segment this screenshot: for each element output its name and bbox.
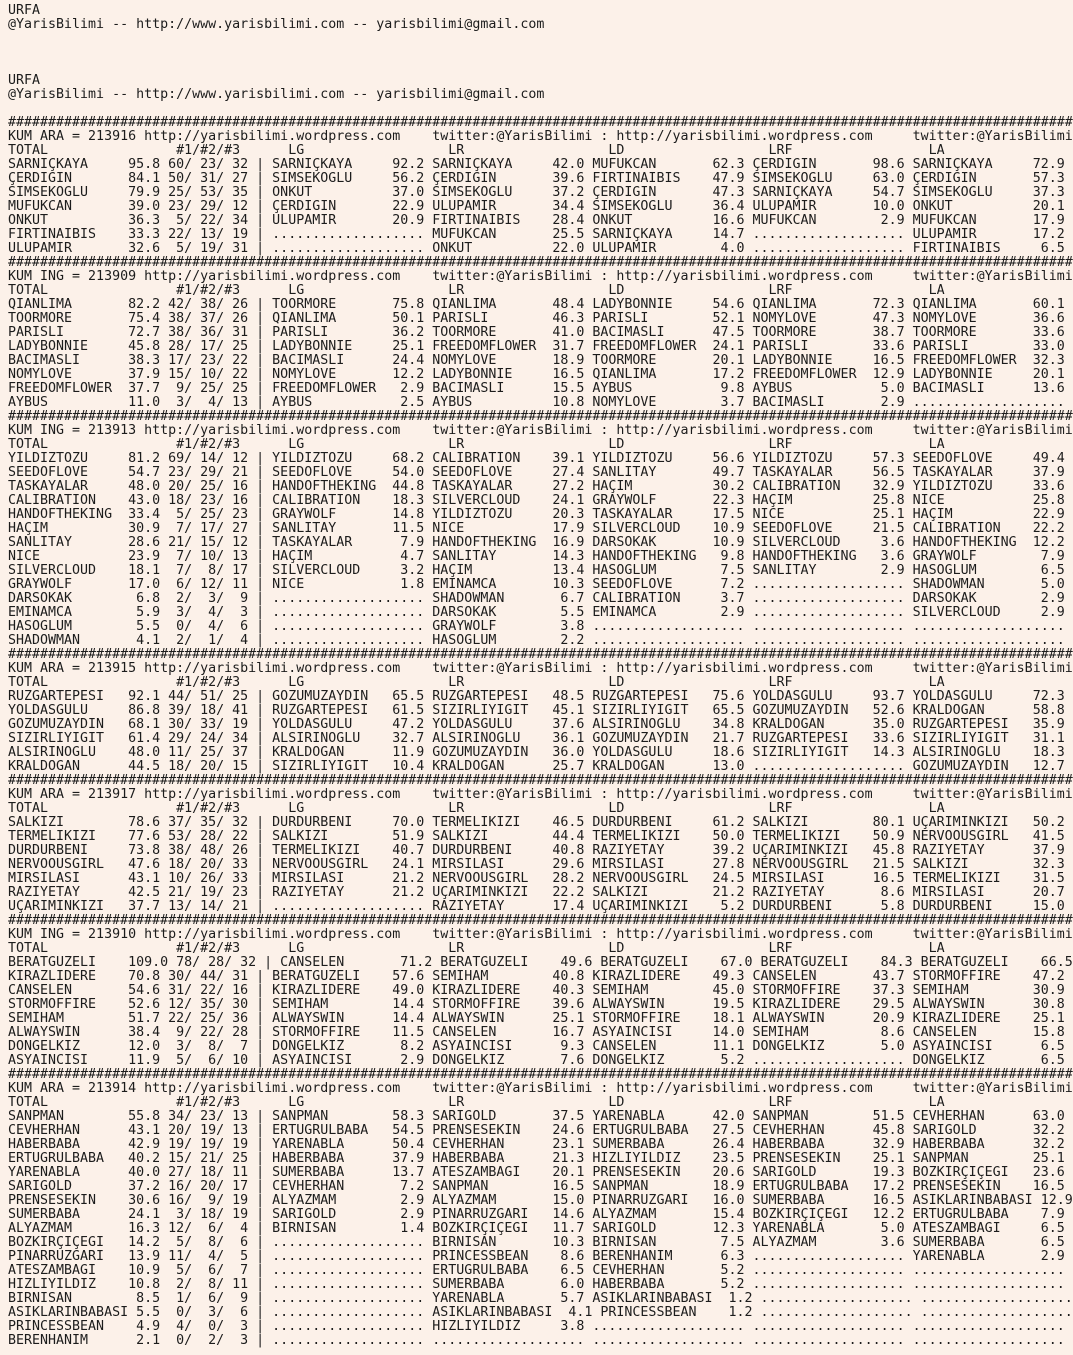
- table-row: BACIMASLI 38.3 17/ 23/ 22 | BACIMASLI 24.4 NOMYLOVE 18.9 TOORMORE 20.1 LADYBONNIE 16.5 FREEDOMFLOWER 32.3: [8, 354, 1065, 368]
- table-row: TERMELIKIZI 77.6 53/ 28/ 22 | SALKIZI 51.9 SALKIZI 44.4 TERMELIKIZI 50.0 TERMELIKIZI 50.9 NERVOOUSGIRL 41.5: [8, 830, 1065, 844]
- column-header-row: TOTAL #1/#2/#3 LG LR LD LRF LA: [8, 284, 945, 298]
- section-separator: #####################################################################################################################################: [8, 256, 1073, 270]
- column-header-row: TOTAL #1/#2/#3 LG LR LD LRF LA: [8, 1096, 945, 1110]
- table-row: HANDOFTHEKING 33.4 5/ 25/ 23 | GRAYWOLF 14.8 YILDIZTOZU 20.3 TASKAYALAR 17.5 NICE 25.1 HAÇIM 22.9: [8, 508, 1065, 522]
- section-separator: #####################################################################################################################################: [8, 914, 1073, 928]
- table-row: ALSIRINOGLU 48.0 11/ 25/ 37 | KRALDOGAN 11.9 GÖZÜMÜZAYDIN 36.0 YOLDASGÜLÜ 18.6 SIZIRLIYIGIT 14.3 ALSIRINOGLU 18.3: [8, 746, 1065, 760]
- table-row: MUFUKCAN 39.0 23/ 29/ 12 | ÇERDIGIN 22.9 ULUPAMIR 34.4 SIMSEKOGLU 36.4 ULUPAMIR 10.0 ONKUT 20.1: [8, 200, 1065, 214]
- blank-line: [8, 46, 1073, 60]
- table-row: ATESZAMBAGI 10.9 5/ 6/ 7 | ................... ERTUGRULBABA 6.5 CEVHERHAN 5.2 ................... ...................: [8, 1264, 1065, 1278]
- table-row: FREEDOMFLOWER 37.7 9/ 25/ 25 | FREEDOMFLOWER 2.9 BACIMASLI 15.5 AYBUS 9.8 AYBUS 5.0 BACIMASLI 13.6: [8, 382, 1065, 396]
- table-row: BERENHANIM 2.1 0/ 2/ 3 | ................... ................... ................... ................... ...................: [8, 1334, 1065, 1348]
- table-row: GÖZÜMÜZAYDIN 68.1 30/ 33/ 19 | YOLDASGÜLÜ 47.2 YOLDASGÜLÜ 37.6 ALSIRINOGLU 34.8 KRALDOGAN 35.0 RÜZGARTEPESI 35.9: [8, 718, 1065, 732]
- column-header-row: TOTAL #1/#2/#3 LG LR LD LRF LA: [8, 438, 945, 452]
- table-row: CEVHERHAN 43.1 20/ 19/ 13 | ERTUGRULBABA 54.5 PRENSESEKIN 24.6 ERTUGRULBABA 27.5 CEVHERHAN 45.8 SARIGOLD 32.2: [8, 1124, 1065, 1138]
- column-header-row: TOTAL #1/#2/#3 LG LR LD LRF LA: [8, 676, 945, 690]
- table-row: KIRAZLIDERE 70.8 30/ 44/ 31 | BERATGÜZELI 57.6 SEMIHAM 40.8 KIRAZLIDERE 49.3 CANSELEN 43.7 STORMOFFIRE 47.2: [8, 970, 1065, 984]
- table-row: TASKAYALAR 48.0 20/ 25/ 16 | HANDOFTHEKING 44.8 TASKAYALAR 27.2 HAÇIM 30.2 CALIBRATION 32.9 YILDIZTOZU 33.6: [8, 480, 1065, 494]
- table-row: AYBUS 11.0 3/ 4/ 13 | AYBUS 2.5 AYBUS 10.8 NOMYLOVE 3.7 BACIMASLI 2.9 ...................: [8, 396, 1065, 410]
- blank-line: [8, 32, 1073, 46]
- section-header: KUM ING = 213910 http://yarisbilimi.wordpress.com twitter:@YarisBilimi : http://yarisbilimi.wordpress.com twitter:@YarisBilimi: [8, 928, 1073, 942]
- table-row: KRALDOGAN 44.5 18/ 20/ 15 | SIZIRLIYIGIT 10.4 KRALDOGAN 25.7 KRALDOGAN 13.0 ................... GÖZÜMÜZAYDIN 12.7: [8, 760, 1065, 774]
- table-row: SARIGOLD 37.2 16/ 20/ 17 | CEVHERHAN 7.2 SANPMAN 16.5 SANPMAN 18.9 ERTUGRULBABA 17.2 PRENSESEKIN 16.5: [8, 1180, 1065, 1194]
- table-row: FIRTINAIBIS 33.3 22/ 13/ 19 | ................... MUFUKCAN 25.5 SARNIÇKAYA 14.7 ................... ULUPAMIR 17.2: [8, 228, 1065, 242]
- table-row: HASOGLUM 5.5 0/ 4/ 6 | ................... GRAYWOLF 3.8 ................... ................... ...................: [8, 620, 1065, 634]
- table-row: STORMOFFIRE 52.6 12/ 35/ 30 | SEMIHAM 14.4 STORMOFFIRE 39.6 ALWAYSWIN 19.5 KIRAZLIDERE 29.5 ALWAYSWIN 30.8: [8, 998, 1065, 1012]
- table-row: BERATGÜZELI 109.0 78/ 28/ 32 | CANSELEN 71.2 BERATGÜZELI 49.6 BERATGÜZELI 67.0 BERATGÜZELI 84.3 BERATGÜZELI 66.5: [8, 956, 1073, 970]
- section-separator: #####################################################################################################################################: [8, 774, 1073, 788]
- column-header-row: TOTAL #1/#2/#3 LG LR LD LRF LA: [8, 942, 945, 956]
- section-separator: #####################################################################################################################################: [8, 410, 1073, 424]
- table-row: HAÇIM 30.9 7/ 17/ 27 | SANLITAY 11.5 NICE 17.9 SILVERCLOUD 10.9 SEEDOFLOVE 21.5 CALIBRATION 22.2: [8, 522, 1065, 536]
- table-row: LADYBONNIE 45.8 28/ 17/ 25 | LADYBONNIE 25.1 FREEDOMFLOWER 31.7 FREEDOMFLOWER 24.1 PARISLI 33.6 PARISLI 33.0: [8, 340, 1065, 354]
- table-row: ONKUT 36.3 5/ 22/ 34 | ULUPAMIR 20.9 FIRTINAIBIS 28.4 ONKUT 16.6 MUFUKCAN 2.9 MUFUKCAN 17.9: [8, 214, 1065, 228]
- table-row: HABERBABA 42.9 19/ 19/ 19 | YARENABLA 50.4 CEVHERHAN 23.1 SÜMERBABA 26.4 HABERBABA 32.9 HABERBABA 32.2: [8, 1138, 1065, 1152]
- section-header: KUM ING = 213913 http://yarisbilimi.wordpress.com twitter:@YarisBilimi : http://yarisbilimi.wordpress.com twitter:@YarisBilimi: [8, 424, 1073, 438]
- table-row: NICE 23.9 7/ 10/ 13 | HAÇIM 4.7 SANLITAY 14.3 HANDOFTHEKING 9.8 HANDOFTHEKING 3.6 GRAYWOLF 7.9: [8, 550, 1065, 564]
- table-row: YILDIZTOZU 81.2 69/ 14/ 12 | YILDIZTOZU 68.2 CALIBRATION 39.1 YILDIZTOZU 56.6 YILDIZTOZU 57.3 SEEDOFLOVE 49.4: [8, 452, 1065, 466]
- blank-line: [8, 60, 1073, 74]
- table-row: GRAYWOLF 17.0 6/ 12/ 11 | NICE 1.8 EMINAMCA 10.3 SEEDOFLOVE 7.2 ................... SHADOWMAN 5.0: [8, 578, 1065, 592]
- table-row: RAZIYETAY 42.5 21/ 19/ 23 | RAZIYETAY 21.2 UÇARIMINKIZI 22.2 SALKIZI 21.2 RAZIYETAY 8.6 MIRSILASI 20.7: [8, 886, 1065, 900]
- table-row: SHADOWMAN 4.1 2/ 1/ 4 | ................... HASOGLUM 2.2 ................... ................... ...................: [8, 634, 1065, 648]
- section-separator: #####################################################################################################################################: [8, 648, 1073, 662]
- table-row: ALWAYSWIN 38.4 9/ 22/ 28 | STORMOFFIRE 11.5 CANSELEN 16.7 ASYAINCISI 14.0 SEMIHAM 8.6 CANSELEN 15.8: [8, 1026, 1065, 1040]
- table-row: CALIBRATION 43.0 18/ 23/ 16 | CALIBRATION 18.3 SILVERCLOUD 24.1 GRAYWOLF 22.3 HAÇIM 25.8 NICE 25.8: [8, 494, 1065, 508]
- table-row: SEMIHAM 51.7 22/ 25/ 36 | ALWAYSWIN 14.4 ALWAYSWIN 25.1 STORMOFFIRE 18.1 ALWAYSWIN 20.9 KIRAZLIDERE 25.1: [8, 1012, 1065, 1026]
- table-row: DARSOKAK 6.8 2/ 3/ 9 | ................... SHADOWMAN 6.7 CALIBRATION 3.7 ................... DARSOKAK 2.9: [8, 592, 1065, 606]
- table-row: BOZKIRÇIÇEGI 14.2 5/ 8/ 6 | ................... BIRNISAN 10.3 BIRNISAN 7.5 ALYAZMAM 3.6 SÜMERBABA 6.5: [8, 1236, 1065, 1250]
- table-row: TOORMORE 75.4 38/ 37/ 26 | QIANLIMA 50.1 PARISLI 46.3 PARISLI 52.1 NOMYLOVE 47.3 NOMYLOVE 36.6: [8, 312, 1065, 326]
- table-row: HIZLIYILDIZ 10.8 2/ 8/ 11 | ................... SÜMERBABA 6.0 HABERBABA 5.2 ................... ...................: [8, 1278, 1065, 1292]
- table-row: PRENSESEKIN 30.6 16/ 9/ 19 | ALYAZMAM 2.9 ALYAZMAM 15.0 PINARRÜZGARI 16.0 SÜMERBABA 16.5 ASIKLARINBABASI 12.9: [8, 1194, 1073, 1208]
- table-row: SIMSEKOGLU 79.9 25/ 53/ 35 | ONKUT 37.0 SIMSEKOGLU 37.2 ÇERDIGIN 47.3 SARNIÇKAYA 54.7 SIMSEKOGLU 37.3: [8, 186, 1065, 200]
- table-row: YOLDASGÜLÜ 86.8 39/ 18/ 41 | RÜZGARTEPESI 61.5 SIZIRLIYIGIT 45.1 SIZIRLIYIGIT 65.5 GÖZÜMÜZAYDIN 52.6 KRALDOGAN 58.8: [8, 704, 1065, 718]
- table-row: SIZIRLIYIGIT 61.4 29/ 24/ 34 | ALSIRINOGLU 32.7 ALSIRINOGLU 36.1 GÖZÜMÜZAYDIN 21.7 RÜZGARTEPESI 33.6 SIZIRLIYIGIT 31.1: [8, 732, 1065, 746]
- table-row: EMINAMCA 5.9 3/ 4/ 3 | ................... DARSOKAK 5.5 EMINAMCA 2.9 ................... SILVERCLOUD 2.9: [8, 606, 1065, 620]
- table-row: DÖNGELKIZ 12.0 3/ 8/ 7 | DÖNGELKIZ 8.2 ASYAINCISI 9.3 CANSELEN 11.1 DÖNGELKIZ 5.0 ASYAINCISI 6.5: [8, 1040, 1065, 1054]
- table-row: UÇARIMINKIZI 37.7 13/ 14/ 21 | ................... RAZIYETAY 17.4 UÇARIMINKIZI 5.2 DURDURBENI 5.8 DURDURBENI 15.0: [8, 900, 1065, 914]
- section-header: KUM ARA = 213914 http://yarisbilimi.wordpress.com twitter:@YarisBilimi : http://yarisbilimi.wordpress.com twitter:@YarisBilimi: [8, 1082, 1073, 1096]
- section-header: KUM ARA = 213916 http://yarisbilimi.wordpress.com twitter:@YarisBilimi : http://yarisbilimi.wordpress.com twitter:@YarisBilimi: [8, 130, 1073, 144]
- page-contact-line: @YarisBilimi -- http://www.yarisbilimi.com -- yarisbilimi@gmail.com: [8, 88, 545, 102]
- table-row: PARISLI 72.7 38/ 36/ 31 | PARISLI 36.2 TOORMORE 41.0 BACIMASLI 47.5 TOORMORE 38.7 TOORMORE 33.6: [8, 326, 1065, 340]
- table-row: PRINCESSBEAN 4.9 4/ 0/ 3 | ................... HIZLIYILDIZ 3.8 ................... ................... ...................: [8, 1320, 1065, 1334]
- table-row: ASYAINCISI 11.9 5/ 6/ 10 | ASYAINCISI 2.9 DÖNGELKIZ 7.6 DÖNGELKIZ 5.2 ................... DÖNGELKIZ 6.5: [8, 1054, 1065, 1068]
- table-row: SANLITAY 28.6 21/ 15/ 12 | TASKAYALAR 7.9 HANDOFTHEKING 16.9 DARSOKAK 10.9 SILVERCLOUD 3.6 HANDOFTHEKING 12.2: [8, 536, 1065, 550]
- table-row: SANPMAN 55.8 34/ 23/ 13 | SANPMAN 58.3 SARIGOLD 37.5 YARENABLA 42.0 SANPMAN 51.5 CEVHERHAN 63.0: [8, 1110, 1065, 1124]
- page-title-location: URFA: [8, 4, 41, 18]
- table-row: SÜMERBABA 24.1 3/ 18/ 19 | SARIGOLD 2.9 PINARRÜZGARI 14.6 ALYAZMAM 15.4 BOZKIRÇIÇEGI 12.2 ERTUGRULBABA 7.9: [8, 1208, 1065, 1222]
- section-header: KUM ING = 213909 http://yarisbilimi.wordpress.com twitter:@YarisBilimi : http://yarisbilimi.wordpress.com twitter:@YarisBilimi: [8, 270, 1073, 284]
- column-header-row: TOTAL #1/#2/#3 LG LR LD LRF LA: [8, 802, 945, 816]
- table-row: SEEDOFLOVE 54.7 23/ 29/ 21 | SEEDOFLOVE 54.0 SEEDOFLOVE 27.4 SANLITAY 49.7 TASKAYALAR 56.5 TASKAYALAR 37.9: [8, 466, 1065, 480]
- page-contact-line: @YarisBilimi -- http://www.yarisbilimi.com -- yarisbilimi@gmail.com: [8, 18, 545, 32]
- table-row: BIRNISAN 8.5 1/ 6/ 9 | ................... YARENABLA 5.7 ASIKLARINBABASI 1.2 ................... ...................: [8, 1292, 1073, 1306]
- table-row: ULUPAMIR 32.6 5/ 19/ 31 | ................... ONKUT 22.0 ULUPAMIR 4.0 ................... FIRTINAIBIS 6.5: [8, 242, 1065, 256]
- blank-line: [8, 102, 1073, 116]
- table-row: SILVERCLOUD 18.1 7/ 8/ 17 | SILVERCLOUD 3.2 HAÇIM 13.4 HASOGLUM 7.5 SANLITAY 2.9 HASOGLUM 6.5: [8, 564, 1065, 578]
- section-separator: #####################################################################################################################################: [8, 1068, 1073, 1082]
- table-row: ÇERDIGIN 84.1 50/ 31/ 27 | SIMSEKOGLU 56.2 ÇERDIGIN 39.6 FIRTINAIBIS 47.9 SIMSEKOGLU 63.0 ÇERDIGIN 57.3: [8, 172, 1065, 186]
- table-row: NOMYLOVE 37.9 15/ 10/ 22 | NOMYLOVE 12.2 LADYBONNIE 16.5 QIANLIMA 17.2 FREEDOMFLOWER 12.9 LADYBONNIE 20.1: [8, 368, 1065, 382]
- table-row: SARNIÇKAYA 95.8 60/ 23/ 32 | SARNIÇKAYA 92.2 SARNIÇKAYA 42.0 MUFUKCAN 62.3 ÇERDIGIN 98.6 SARNIÇKAYA 72.9: [8, 158, 1065, 172]
- table-row: QIANLIMA 82.2 42/ 38/ 26 | TOORMORE 75.8 QIANLIMA 48.4 LADYBONNIE 54.6 QIANLIMA 72.3 QIANLIMA 60.1: [8, 298, 1065, 312]
- table-row: SALKIZI 78.6 37/ 35/ 32 | DURDURBENI 70.0 TERMELIKIZI 46.5 DURDURBENI 61.2 SALKIZI 80.1 UÇARIMINKIZI 50.2: [8, 816, 1065, 830]
- table-row: ALYAZMAM 16.3 12/ 6/ 4 | BIRNISAN 1.4 BOZKIRÇIÇEGI 11.7 SARIGOLD 12.3 YARENABLA 5.0 ATESZAMBAGI 6.5: [8, 1222, 1065, 1236]
- column-header-row: TOTAL #1/#2/#3 LG LR LD LRF LA: [8, 144, 945, 158]
- table-row: YARENABLA 40.0 27/ 18/ 11 | SÜMERBABA 13.7 ATESZAMBAGI 20.1 PRENSESEKIN 20.6 SARIGOLD 19.3 BOZKIRÇIÇEGI 23.6: [8, 1166, 1065, 1180]
- table-row: ASIKLARINBABASI 5.5 0/ 3/ 6 | ................... ASIKLARINBABASI 4.1 PRINCESSBEAN 1.2 ................... ...................: [8, 1306, 1073, 1320]
- table-row: RÜZGARTEPESI 92.1 44/ 51/ 25 | GÖZÜMÜZAYDIN 65.5 RÜZGARTEPESI 48.5 RÜZGARTEPESI 75.6 YOLDASGÜLÜ 93.7 YOLDASGÜLÜ 72.3: [8, 690, 1065, 704]
- section-separator: #####################################################################################################################################: [8, 116, 1073, 130]
- section-header: KUM ARA = 213915 http://yarisbilimi.wordpress.com twitter:@YarisBilimi : http://yarisbilimi.wordpress.com twitter:@YarisBilimi: [8, 662, 1073, 676]
- section-header: KUM ARA = 213917 http://yarisbilimi.wordpress.com twitter:@YarisBilimi : http://yarisbilimi.wordpress.com twitter:@YarisBilimi: [8, 788, 1073, 802]
- table-row: CANSELEN 54.6 31/ 22/ 16 | KIRAZLIDERE 49.0 KIRAZLIDERE 40.3 SEMIHAM 45.0 STORMOFFIRE 37.3 SEMIHAM 30.9: [8, 984, 1065, 998]
- table-row: DURDURBENI 73.8 38/ 48/ 26 | TERMELIKIZI 40.7 DURDURBENI 40.8 RAZIYETAY 39.2 UÇARIMINKIZI 45.8 RAZIYETAY 37.9: [8, 844, 1065, 858]
- table-row: PINARRÜZGARI 13.9 11/ 4/ 5 | ................... PRINCESSBEAN 8.6 BERENHANIM 6.3 ................... YARENABLA 2.9: [8, 1250, 1065, 1264]
- page-title-location: URFA: [8, 74, 41, 88]
- table-row: MIRSILASI 43.1 10/ 26/ 33 | MIRSILASI 21.2 NERVOOUSGIRL 28.2 NERVOOUSGIRL 24.5 MIRSILASI 16.5 TERMELIKIZI 31.5: [8, 872, 1065, 886]
- table-row: ERTUGRULBABA 40.2 15/ 21/ 25 | HABERBABA 37.9 HABERBABA 21.3 HIZLIYILDIZ 23.5 PRENSESEKIN 25.1 SANPMAN 25.1: [8, 1152, 1065, 1166]
- table-row: NERVOOUSGIRL 47.6 18/ 20/ 33 | NERVOOUSGIRL 24.1 MIRSILASI 29.6 MIRSILASI 27.8 NERVOOUSGIRL 21.5 SALKIZI 32.3: [8, 858, 1065, 872]
